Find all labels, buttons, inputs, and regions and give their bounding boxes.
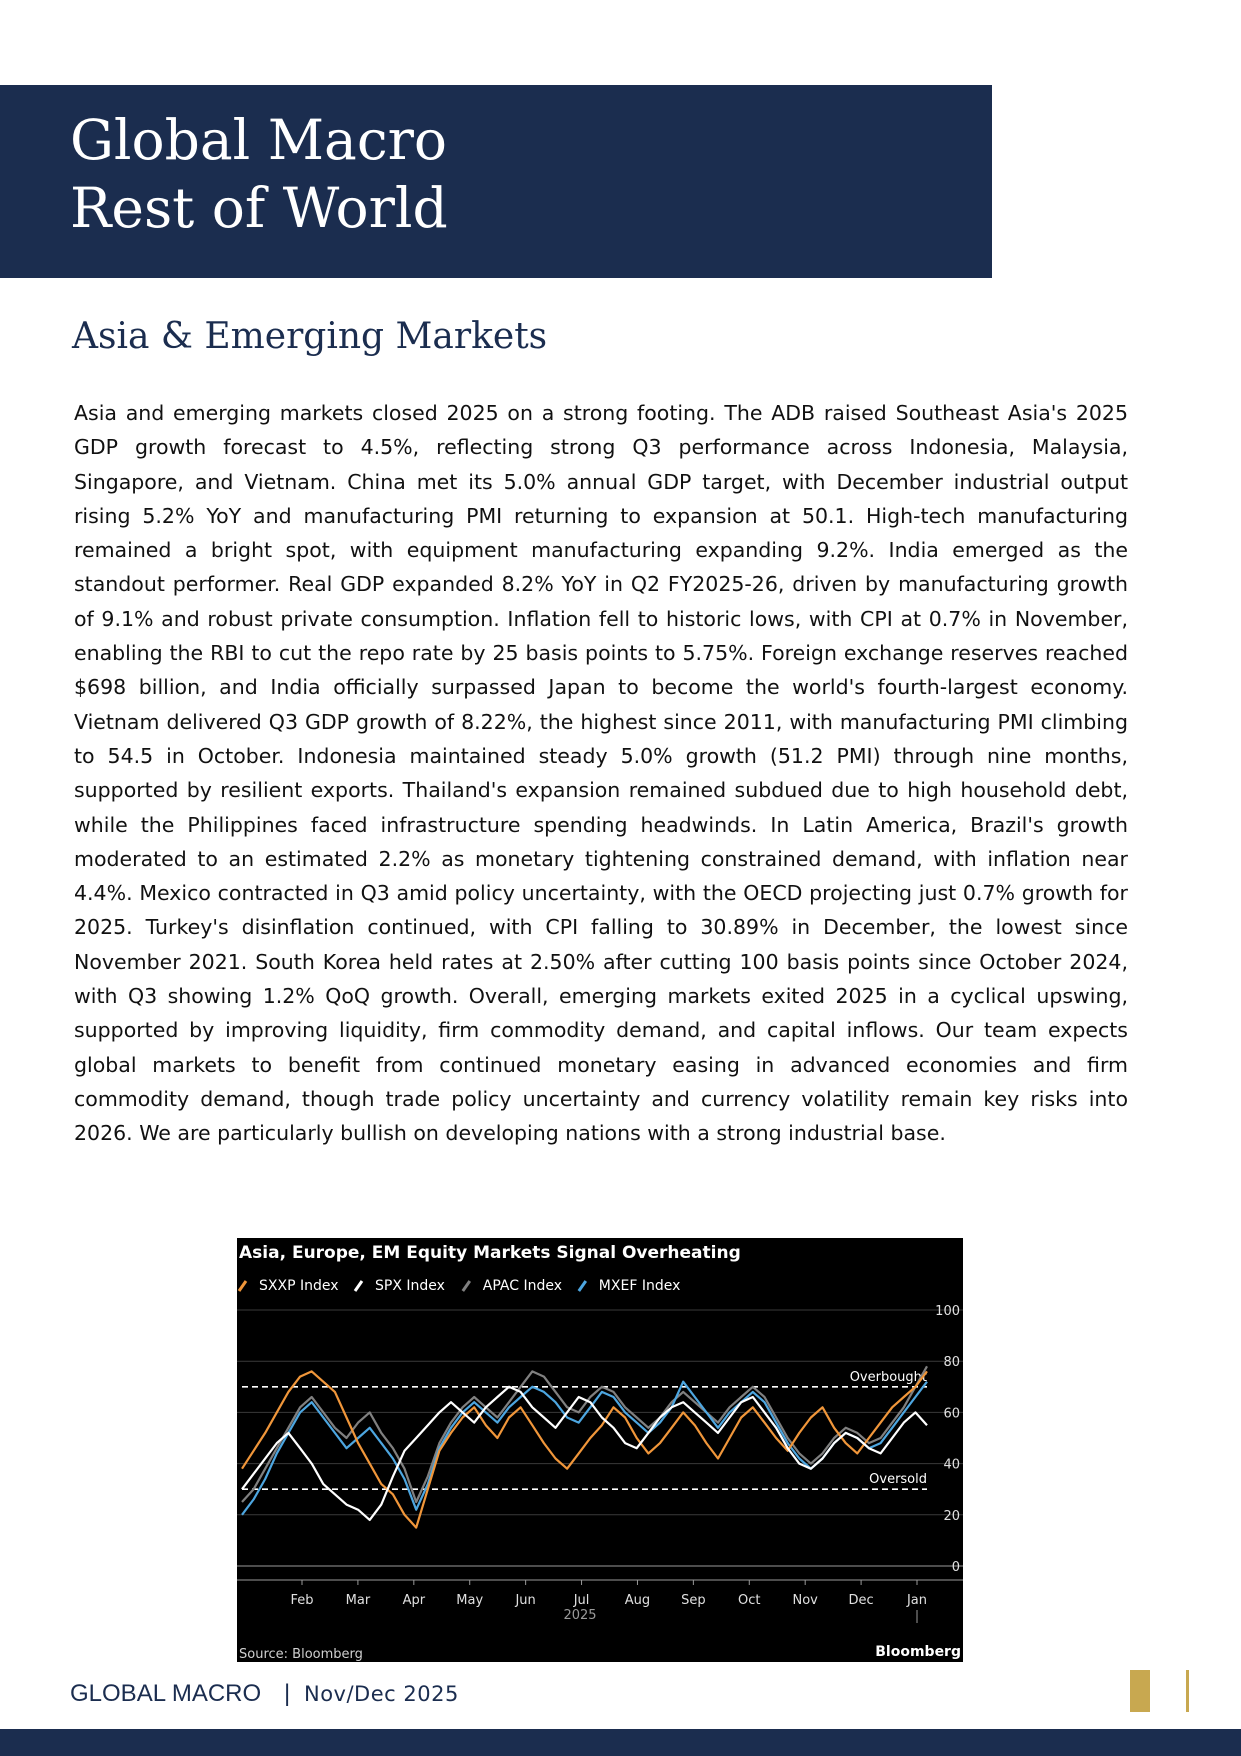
legend-label-0: SXXP Index [259, 1278, 339, 1294]
page-title-line2: Rest of World [70, 176, 448, 240]
legend-label-1: SPX Index [375, 1278, 445, 1294]
chart-source: Source: Bloomberg [239, 1647, 363, 1662]
footer-separator: | [284, 1680, 291, 1707]
x-tick-label-10: Dec [848, 1593, 874, 1608]
x-tick-label-6: Aug [624, 1593, 651, 1608]
y-tick-label-1: 20 [943, 1508, 960, 1524]
page-title-line1: Global Macro [70, 108, 448, 172]
x-tick-label-4: Jun [515, 1593, 536, 1608]
equity-chart [237, 1238, 963, 1662]
x-tick-label-2: Apr [402, 1593, 426, 1608]
chart-svg [237, 1238, 963, 1662]
x-tick-label-9: Nov [792, 1593, 818, 1608]
y-tick-label-2: 40 [943, 1457, 960, 1473]
x-tick-label-0: Feb [290, 1593, 314, 1608]
chart-year-label: 2025 [563, 1608, 597, 1623]
x-tick-label-7: Sep [681, 1593, 706, 1608]
y-tick-label-0: 0 [951, 1560, 960, 1575]
reference-label-1: Oversold [869, 1472, 927, 1488]
x-tick-label-8: Oct [738, 1593, 761, 1608]
y-tick-label-4: 80 [943, 1355, 960, 1371]
x-tick-label-11: Jan [906, 1593, 928, 1608]
legend-label-2: APAC Index [482, 1278, 563, 1294]
legend-label-3: MXEF Index [598, 1278, 681, 1294]
y-tick-label-5: 100 [935, 1304, 960, 1319]
chart-title: Asia, Europe, EM Equity Markets Signal Overheating [239, 1243, 741, 1263]
footer-label: GLOBAL MACRO [70, 1680, 262, 1707]
reference-label-0: Overbought [849, 1369, 927, 1385]
footer-accent-block [1130, 1670, 1150, 1712]
footer-date: Nov/Dec 2025 [304, 1682, 459, 1706]
x-tick-label-3: May [456, 1593, 484, 1608]
chart-brand: Bloomberg [875, 1644, 961, 1660]
bottom-bar [0, 1729, 1241, 1756]
page-title [70, 106, 448, 242]
section-heading: Asia & Emerging Markets [72, 316, 548, 357]
y-tick-label-3: 60 [943, 1406, 960, 1422]
section-body: Asia and emerging markets closed 2025 on a strong footing. The ADB raised Southeast Asia's 2025 GDP growth forecast to 4.5%, reflecting strong Q3 performance across Indonesia, Malaysia, Singapore, and Vietnam. China met its 5.0% annual GDP target, with December industrial output rising 5.2% YoY and manufacturing PMI returning to expansion at 50.1. High-tech manufacturing remained a bright spot, with equipment manufacturing expanding 9.2%. India emerged as the standout performer. Real GDP expanded 8.2% YoY in Q2 FY2025-26, driven by manufacturing growth of 9.1% and robust private consumption. Inflation fell to historic lows, with CPI at 0.7% in November, enabling the RBI to cut the repo rate by 25 basis points to 5.75%. Foreign exchange reserves reached $698 billion, and India officially surpassed Japan to become the world's fourth-largest economy. Vietnam delivered Q3 GDP growth of 8.22%, the highest since 2011, with manufacturing PMI climbing to 54.5 in October. Indonesia maintained steady 5.0% growth (51.2 PMI) through nine months, supported by resilient exports. Thailand's expansion remained subdued due to high household debt, while the Philippines faced infrastructure spending headwinds. In Latin America, Brazil's growth moderated to an estimated 2.2% as monetary tightening constrained demand, with inflation near 4.4%. Mexico contracted in Q3 amid policy uncertainty, with the OECD projecting just 0.7% growth for 2025. Turkey's disinflation continued, with CPI falling to 30.89% in December, the lowest since November 2021. South Korea held rates at 2.50% after cutting 100 basis points since October 2024, with Q3 showing 1.2% QoQ growth. Overall, emerging markets exited 2025 in a cyclical upswing, supported by improving liquidity, firm commodity demand, and capital inflows. Our team expects global markets to benefit from continued monetary easing in advanced economies and firm commodity demand, though trade policy uncertainty and currency volatility remain key risks into 2026. We are particularly bullish on developing nations with a strong industrial base. [74, 401, 1128, 1146]
x-tick-label-5: Jul [573, 1593, 590, 1608]
footer-accent-line [1186, 1670, 1189, 1712]
x-tick-label-1: Mar [345, 1593, 371, 1608]
